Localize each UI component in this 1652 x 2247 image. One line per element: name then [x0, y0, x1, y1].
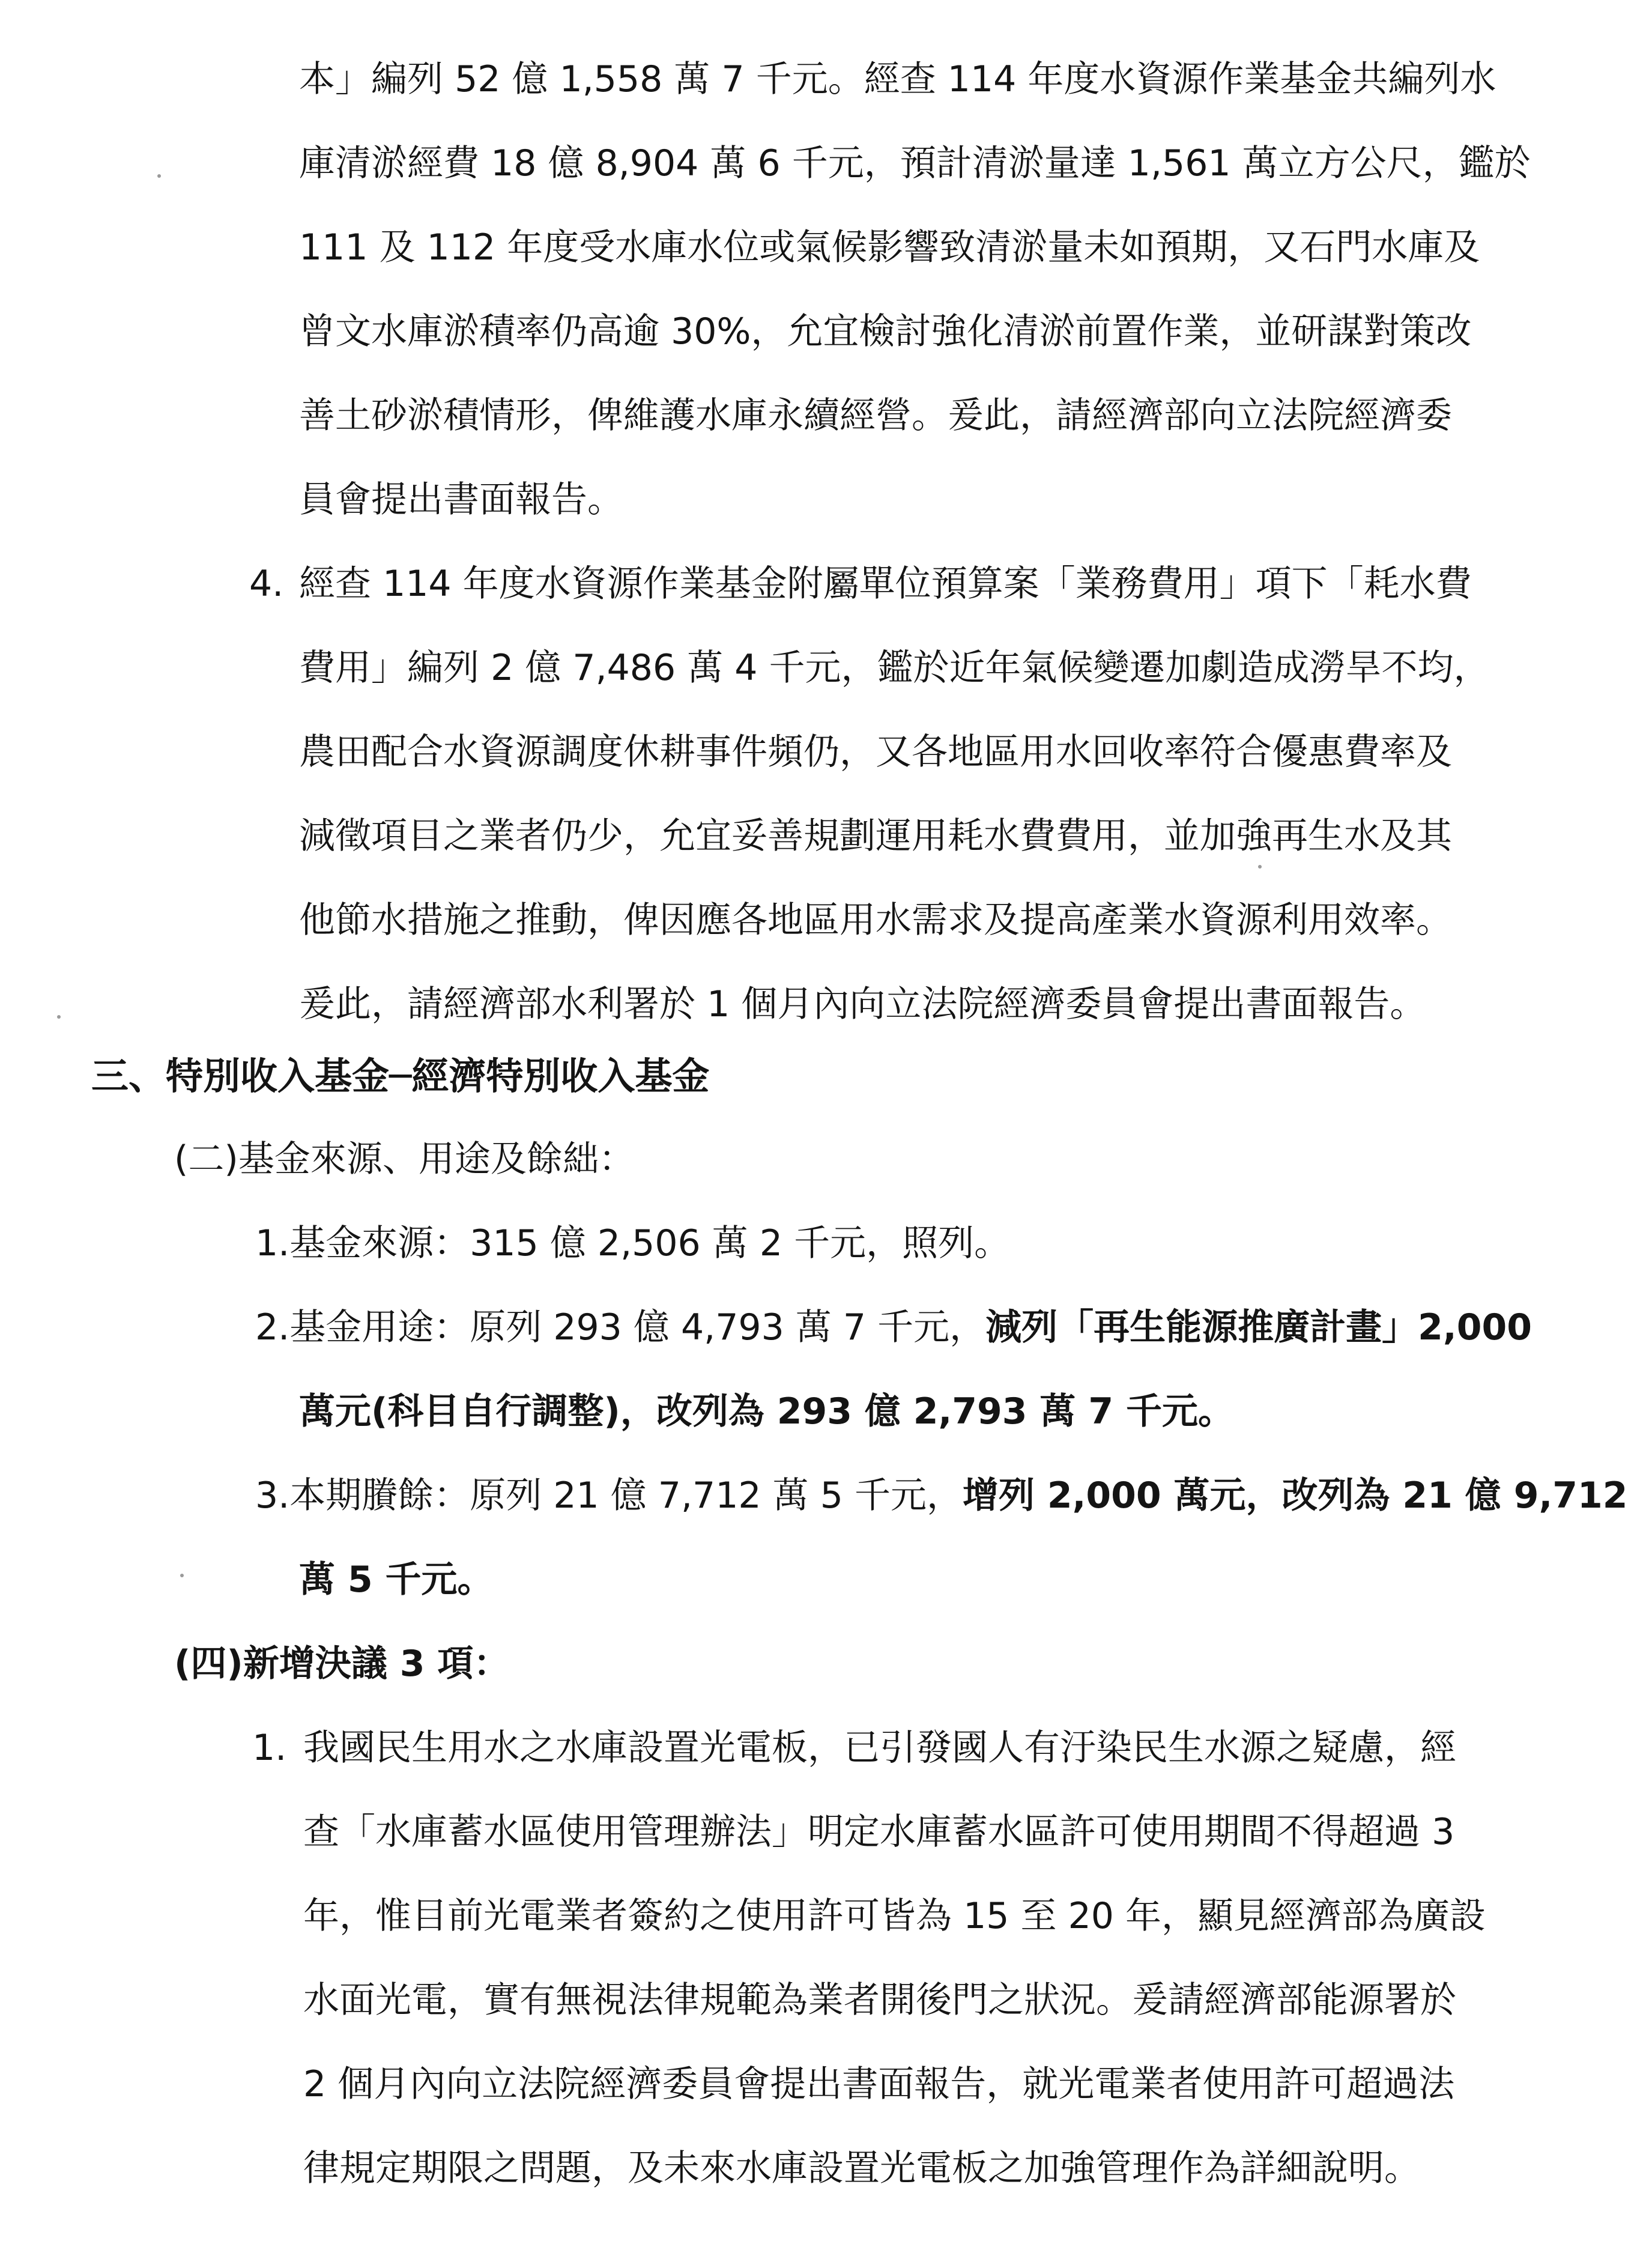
scan-speck — [180, 1574, 184, 1577]
item4-number: 4. — [249, 563, 284, 605]
item4-line-2: 費用」編列 2 億 7,486 萬 4 千元，鑑於近年氣候變遷加劇造成澇旱不均， — [299, 647, 1490, 689]
fund-usage-continued: 萬元(科目自行調整)，改列為 293 億 2,793 萬 7 千元。 — [299, 1390, 1234, 1433]
resolution-1-line-4: 水面光電，實有無視法律規範為業者開後門之狀況。爰請經濟部能源署於 — [303, 1979, 1456, 2021]
item3-line-1: 本」編列 52 億 1,558 萬 7 千元。經查 114 年度水資源作業基金共編列水 — [299, 58, 1496, 100]
subsection-4-title: (四)新增決議 3 項： — [174, 1643, 510, 1685]
scan-speck — [57, 1015, 61, 1019]
resolution-1-line-6: 律規定期限之問題，及未來水庫設置光電板之加強管理作為詳細說明。 — [303, 2147, 1420, 2189]
surplus-continued: 萬 5 千元。 — [299, 1559, 494, 1601]
resolution-1-line-3: 年，惟目前光電業者簽約之使用許可皆為 15 至 20 年，顯見經濟部為廣設 — [303, 1895, 1486, 1937]
subsection-2-title: (二)基金來源、用途及餘絀： — [174, 1138, 635, 1180]
fund-usage-item — [255, 1303, 1532, 1351]
fund-usage-plain: 2.基金用途：原列 293 億 4,793 萬 7 千元， — [255, 1306, 986, 1348]
surplus-plain: 3.本期賸餘：原列 21 億 7,712 萬 5 千元， — [255, 1475, 963, 1517]
item4-line-1: 經查 114 年度水資源作業基金附屬單位預算案「業務費用」項下「耗水費 — [299, 563, 1472, 605]
surplus-item — [255, 1472, 1627, 1520]
section-heading: 三、特別收入基金─經濟特別收入基金 — [91, 1054, 710, 1098]
item4-line-5: 他節水措施之推動，俾因應各地區用水需求及提高產業水資源利用效率。 — [299, 899, 1452, 941]
scan-speck — [157, 174, 161, 178]
surplus-increase: 增列 2,000 萬元，改列為 21 億 9,712 — [962, 1475, 1628, 1517]
item4-line-3: 農田配合水資源調度休耕事件頻仍，又各地區用水回收率符合優惠費率及 — [299, 731, 1452, 773]
item3-line-5: 善土砂淤積情形，俾維護水庫永續經營。爰此，請經濟部向立法院經濟委 — [299, 395, 1452, 437]
item3-line-6: 員會提出書面報告。 — [299, 479, 623, 521]
resolution-1-line-2: 查「水庫蓄水區使用管理辦法」明定水庫蓄水區許可使用期間不得超過 3 — [303, 1811, 1455, 1853]
item3-line-4: 曾文水庫淤積率仍高逾 30%，允宜檢討強化清淤前置作業，並研謀對策改 — [299, 311, 1472, 353]
item4-line-6: 爰此，請經濟部水利署於 1 個月內向立法院經濟委員會提出書面報告。 — [299, 983, 1426, 1025]
item3-line-2: 庫清淤經費 18 億 8,904 萬 6 千元，預計清淤量達 1,561 萬立方公尺，鑑於 — [299, 142, 1531, 184]
item4-line-4: 減徵項目之業者仍少，允宜妥善規劃運用耗水費費用，並加強再生水及其 — [299, 815, 1452, 857]
item3-line-3: 111 及 112 年度受水庫水位或氣候影響致清淤量未如預期，又石門水庫及 — [299, 226, 1480, 268]
resolution-1-line-1: 我國民生用水之水庫設置光電板，已引發國人有汙染民生水源之疑慮，經 — [303, 1727, 1456, 1769]
scan-speck — [1258, 865, 1262, 869]
fund-usage-reduction: 減列「再生能源推廣計畫」2,000 — [985, 1306, 1532, 1348]
resolution-1-line-5: 2 個月內向立法院經濟委員會提出書面報告，就光電業者使用許可超過法 — [303, 2063, 1455, 2105]
resolution-1-number: 1. — [252, 1727, 287, 1769]
fund-source-item: 1.基金來源：315 億 2,506 萬 2 千元，照列。 — [255, 1222, 1011, 1264]
